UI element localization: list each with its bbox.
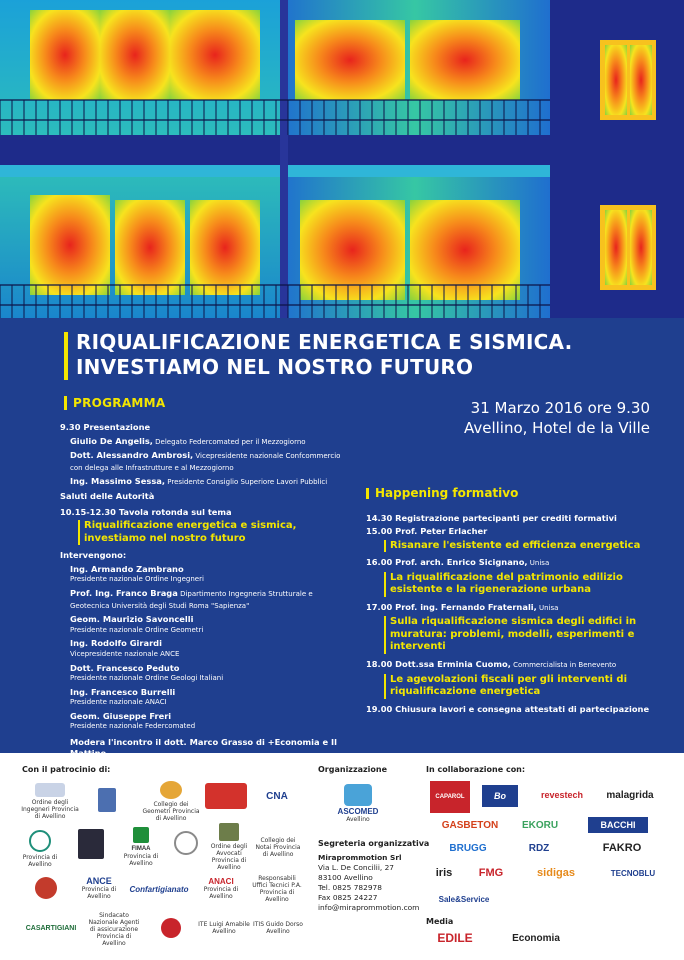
fimaa-logo: FIMAA Provincia di Avellino — [118, 827, 164, 867]
sna-logo: Sindacato Nazionale Agenti di assicurazione Provincia di Avellino — [88, 911, 140, 947]
talk-title: Le agevolazioni fiscali per gli interventi di riqualificazione energetica — [384, 674, 656, 699]
uffici-tecnici-logo: Responsabili Uffici Tecnici P.A. Provincia di Avellino — [252, 875, 302, 903]
bacchi-logo: BACCHI — [588, 817, 648, 833]
speaker-item: Ing. Massimo Sessa, Presidente Consiglio Superiore Lavori Pubblici — [70, 476, 328, 487]
caparol-logo: CAPAROL — [430, 781, 470, 813]
programma-column — [60, 422, 350, 761]
sale-service-logo: Sale&Service — [438, 894, 490, 904]
title-accent-bar — [64, 332, 68, 380]
happening-item: 14.30 Registrazione partecipanti per crediti formativi — [366, 512, 617, 523]
fakro-logo: FAKRO — [602, 841, 642, 854]
organizer-contact: Miraprommotion Srl Via L. De Concilii, 27 83100 Avellino Tel. 0825 782978 Fax 0825 24227 info@miraprommotion.com — [318, 853, 420, 912]
speaker-item: Geom. Maurizio Savoncelli Presidente nazionale Ordine Geometri — [70, 614, 204, 634]
saluti-item: Saluti delle Autorità — [60, 490, 155, 501]
intervengono-label: Intervengono: — [60, 550, 127, 561]
organizzazione-heading: Organizzazione — [318, 765, 388, 774]
brugg-logo: BRUGG — [449, 842, 487, 854]
patrocinio-heading: Con il patrocinio di: — [22, 765, 111, 774]
malagrida-logo: malagrida — [606, 789, 654, 801]
event-date-place — [390, 398, 650, 438]
talk-title: La riqualificazione del patrimonio edilizio esistente e la rigenerazione urbana — [384, 572, 656, 597]
speaker-item: Geom. Giuseppe Freri Presidente nazionale Federcomated — [70, 710, 196, 731]
red-patron-logo — [205, 783, 247, 809]
happening-item: 16.00 Prof. arch. Enrico Sicignano, Unisa — [366, 557, 550, 568]
speaker-item: Ing. Francesco Burrelli Presidente nazionale ANACI — [70, 686, 176, 707]
ekoru-logo: EKORU — [521, 819, 559, 831]
speaker-item: Dott. Francesco Peduto Presidente nazionale Ordine Geologi Italiani — [70, 662, 224, 683]
economia-logo: Economia — [512, 932, 560, 944]
seal-logo — [172, 829, 200, 859]
presentazione-time: 9.30 Presentazione — [60, 422, 151, 432]
bo-logo: Bo — [482, 785, 518, 807]
happening-item: 18.00 Dott.ssa Erminia Cuomo, Commercialista in Benevento — [366, 658, 617, 669]
cna-logo: CNA — [266, 790, 288, 802]
talk-title: Risanare l'esistente ed efficienza energetica — [384, 540, 656, 553]
ingegneri-logo: Ordine degli Ingegneri Provincia di Avellino — [20, 781, 80, 821]
tecnoblu-logo: TECNOBLU — [610, 868, 656, 878]
collaborazione-heading: In collaborazione con: — [426, 765, 526, 774]
notai-logo: Collegio dei Notai Provincia di Avellino — [255, 836, 301, 858]
edile-logo: EDILE — [437, 930, 473, 945]
ascomed-logo: ASCOMED Avellino — [318, 783, 398, 823]
page-title: RIQUALIFICAZIONE ENERGETICA E SISMICA. INVESTIAMO NEL NOSTRO FUTURO — [76, 330, 573, 379]
happening-column — [366, 488, 656, 717]
moderator-line: Modera l'incontro il dott. Marco Grasso di +Economia e Il — [70, 737, 337, 748]
school-logo — [146, 911, 196, 947]
ordine-logo — [20, 869, 72, 909]
speaker-item: Ing. Armando Zambrano Presidente nazionale Ordine Ingegneri — [70, 563, 204, 584]
gasbeton-logo: GASBETON — [441, 819, 499, 831]
happening-item: 17.00 Prof. ing. Fernando Fraternali, Unisa — [366, 601, 559, 612]
ance-logo: ANCE Provincia di Avellino — [81, 876, 117, 900]
speaker-item: Dott. Alessandro Ambrosi, Vicepresidente nazionale Confcommercio con delega alle Infrastrutture e al Mezzogiorno — [70, 450, 341, 472]
sponsors-footer — [0, 753, 684, 960]
tavola-title: Riqualificazione energetica e sismica, investiamo nel nostro futuro — [78, 520, 350, 545]
casartigiani-logo: CASARTIGIANI — [25, 924, 77, 932]
talk-title: Sulla riqualificazione sismica degli edifici in muratura: problemi, modelli, esperimenti e interventi — [384, 616, 656, 654]
iris-logo: iris — [435, 866, 453, 879]
happening-item: 19.00 Chiusura lavori e consegna attestati di partecipazione — [366, 703, 650, 714]
speaker-item: Giulio De Angelis, Delegato Federcomated per il Mezzogiorno — [70, 435, 306, 446]
rdz-logo: RDZ — [528, 842, 550, 854]
ite-logo: ITE Luigi Amabile Avellino — [198, 921, 250, 935]
happening-item: 15.00 Prof. Peter Erlacher — [366, 526, 488, 537]
geometri-emblem-logo — [92, 781, 122, 821]
confartigianato-logo: Confartigianato — [129, 884, 189, 894]
segreteria-heading: Segreteria organizzativa — [318, 839, 430, 848]
organizer-email[interactable]: info@miraprommotion.com — [318, 903, 420, 912]
anaci-logo: ANACI Provincia di Avellino — [203, 877, 239, 900]
program-panel — [0, 318, 684, 753]
fmg-logo: FMG — [478, 866, 504, 879]
geometri-logo: Collegio dei Geometri Provincia di Avellino — [140, 781, 202, 821]
thermal-building-image — [0, 0, 684, 318]
sidigas-logo: sidigas — [537, 866, 575, 879]
revestech-logo: revestech — [540, 789, 584, 800]
event-date: 31 Marzo 2016 ore 9.30 — [470, 399, 650, 417]
media-heading: Media — [426, 917, 454, 926]
event-place: Avellino, Hotel de la Ville — [463, 419, 650, 437]
avvocati-logo: Ordine degli Avvocati Provincia di Avellino — [206, 827, 252, 867]
provincia-logo: Provincia di Avellino — [20, 829, 60, 869]
speaker-item: Ing. Rodolfo Girardi Vicepresidente nazionale ANCE — [70, 638, 180, 658]
programma-heading: PROGRAMMA — [64, 396, 165, 410]
itis-logo: ITIS Guido Dorso Avellino — [253, 921, 303, 935]
dark-patron-logo — [78, 829, 104, 859]
tavola-time: 10.15-12.30 Tavola rotonda sul tema — [60, 506, 232, 517]
happening-heading: Happening formativo — [366, 488, 656, 499]
speaker-item: Prof. Ing. Franco Braga Dipartimento Ingegneria Strutturale e Geotecnica Università degli Studi Roma "Sapienza" — [70, 587, 313, 610]
